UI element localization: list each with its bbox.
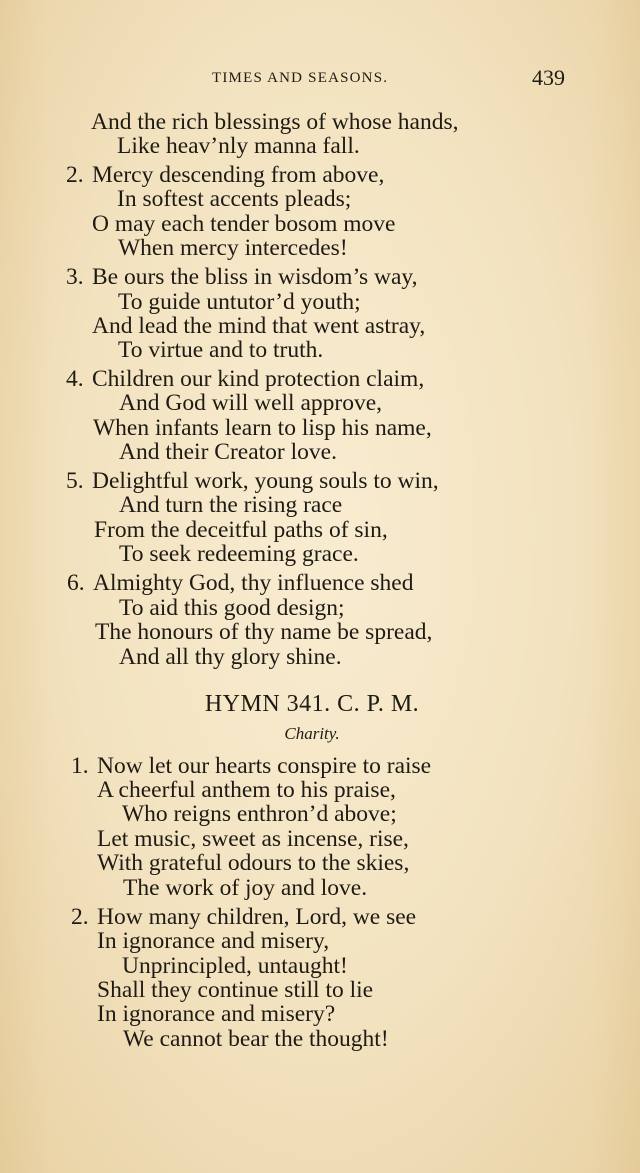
verse-line: Be ours the bliss in wisdom’s way, [92, 264, 418, 290]
verse-line: Shall they continue still to lie [97, 977, 374, 1003]
verse-number: 5. [66, 468, 84, 494]
verse-line: And God will well approve, [119, 390, 383, 416]
verse-number: 6. [67, 570, 85, 596]
verse-line: When infants learn to lisp his name, [93, 415, 432, 441]
verse-line: Now let our hearts conspire to raise [97, 753, 432, 779]
verse-line: Like heav’nly manna fall. [117, 133, 360, 159]
verse-line: To guide untutor’d youth; [118, 289, 361, 315]
page-number: 439 [532, 65, 565, 90]
verse-line: And lead the mind that went astray, [92, 313, 426, 339]
verse-line: And their Creator love. [119, 439, 337, 465]
verse-line: With grateful odours to the skies, [97, 850, 410, 876]
verse-line: Unprincipled, untaught! [122, 953, 348, 979]
verse-line: How many children, Lord, we see [97, 904, 417, 930]
hymn-title: HYMN 341. C. P. M. [204, 691, 420, 717]
verse-line: Let music, sweet as incense, rise, [97, 826, 409, 852]
verse-line: In softest accents pleads; [117, 186, 352, 212]
verse-line: Children our kind protection claim, [92, 366, 425, 392]
verse-line: Almighty God, thy influence shed [93, 570, 414, 596]
running-head: TIMES AND SEASONS. [212, 70, 389, 86]
verse-number: 4. [66, 366, 84, 392]
verse-number: 3. [66, 264, 84, 290]
verse-line: A cheerful anthem to his praise, [97, 777, 396, 803]
verse-line: And the rich blessings of whose hands, [91, 109, 459, 135]
verse-line: Who reigns enthron’d above; [122, 801, 397, 827]
verse-line: The work of joy and love. [123, 875, 368, 901]
verse-line: To aid this good design; [119, 595, 345, 621]
verse-line: And all thy glory shine. [119, 644, 342, 670]
verse-line: O may each tender bosom move [92, 211, 396, 237]
page-header [0, 66, 640, 96]
verse-line: Mercy descending from above, [92, 162, 385, 188]
verse-line: And turn the rising race [119, 492, 343, 518]
hymn-subtitle: Charity. [284, 724, 340, 743]
verse-line: To seek redeeming grace. [119, 541, 359, 567]
verse-number: 1. [71, 753, 89, 779]
verse-line: Delightful work, young souls to win, [92, 468, 439, 494]
verse-line: To virtue and to truth. [118, 337, 324, 363]
verse-line: From the deceitful paths of sin, [94, 517, 388, 543]
verse-number: 2. [66, 162, 84, 188]
verse-line: We cannot bear the thought! [123, 1026, 389, 1052]
verse-line: When mercy intercedes! [118, 235, 348, 261]
verse-line: In ignorance and misery? [97, 1001, 336, 1027]
verse-line: In ignorance and misery, [97, 928, 330, 954]
verse-line: The honours of thy name be spread, [95, 619, 433, 645]
verse-number: 2. [71, 904, 89, 930]
